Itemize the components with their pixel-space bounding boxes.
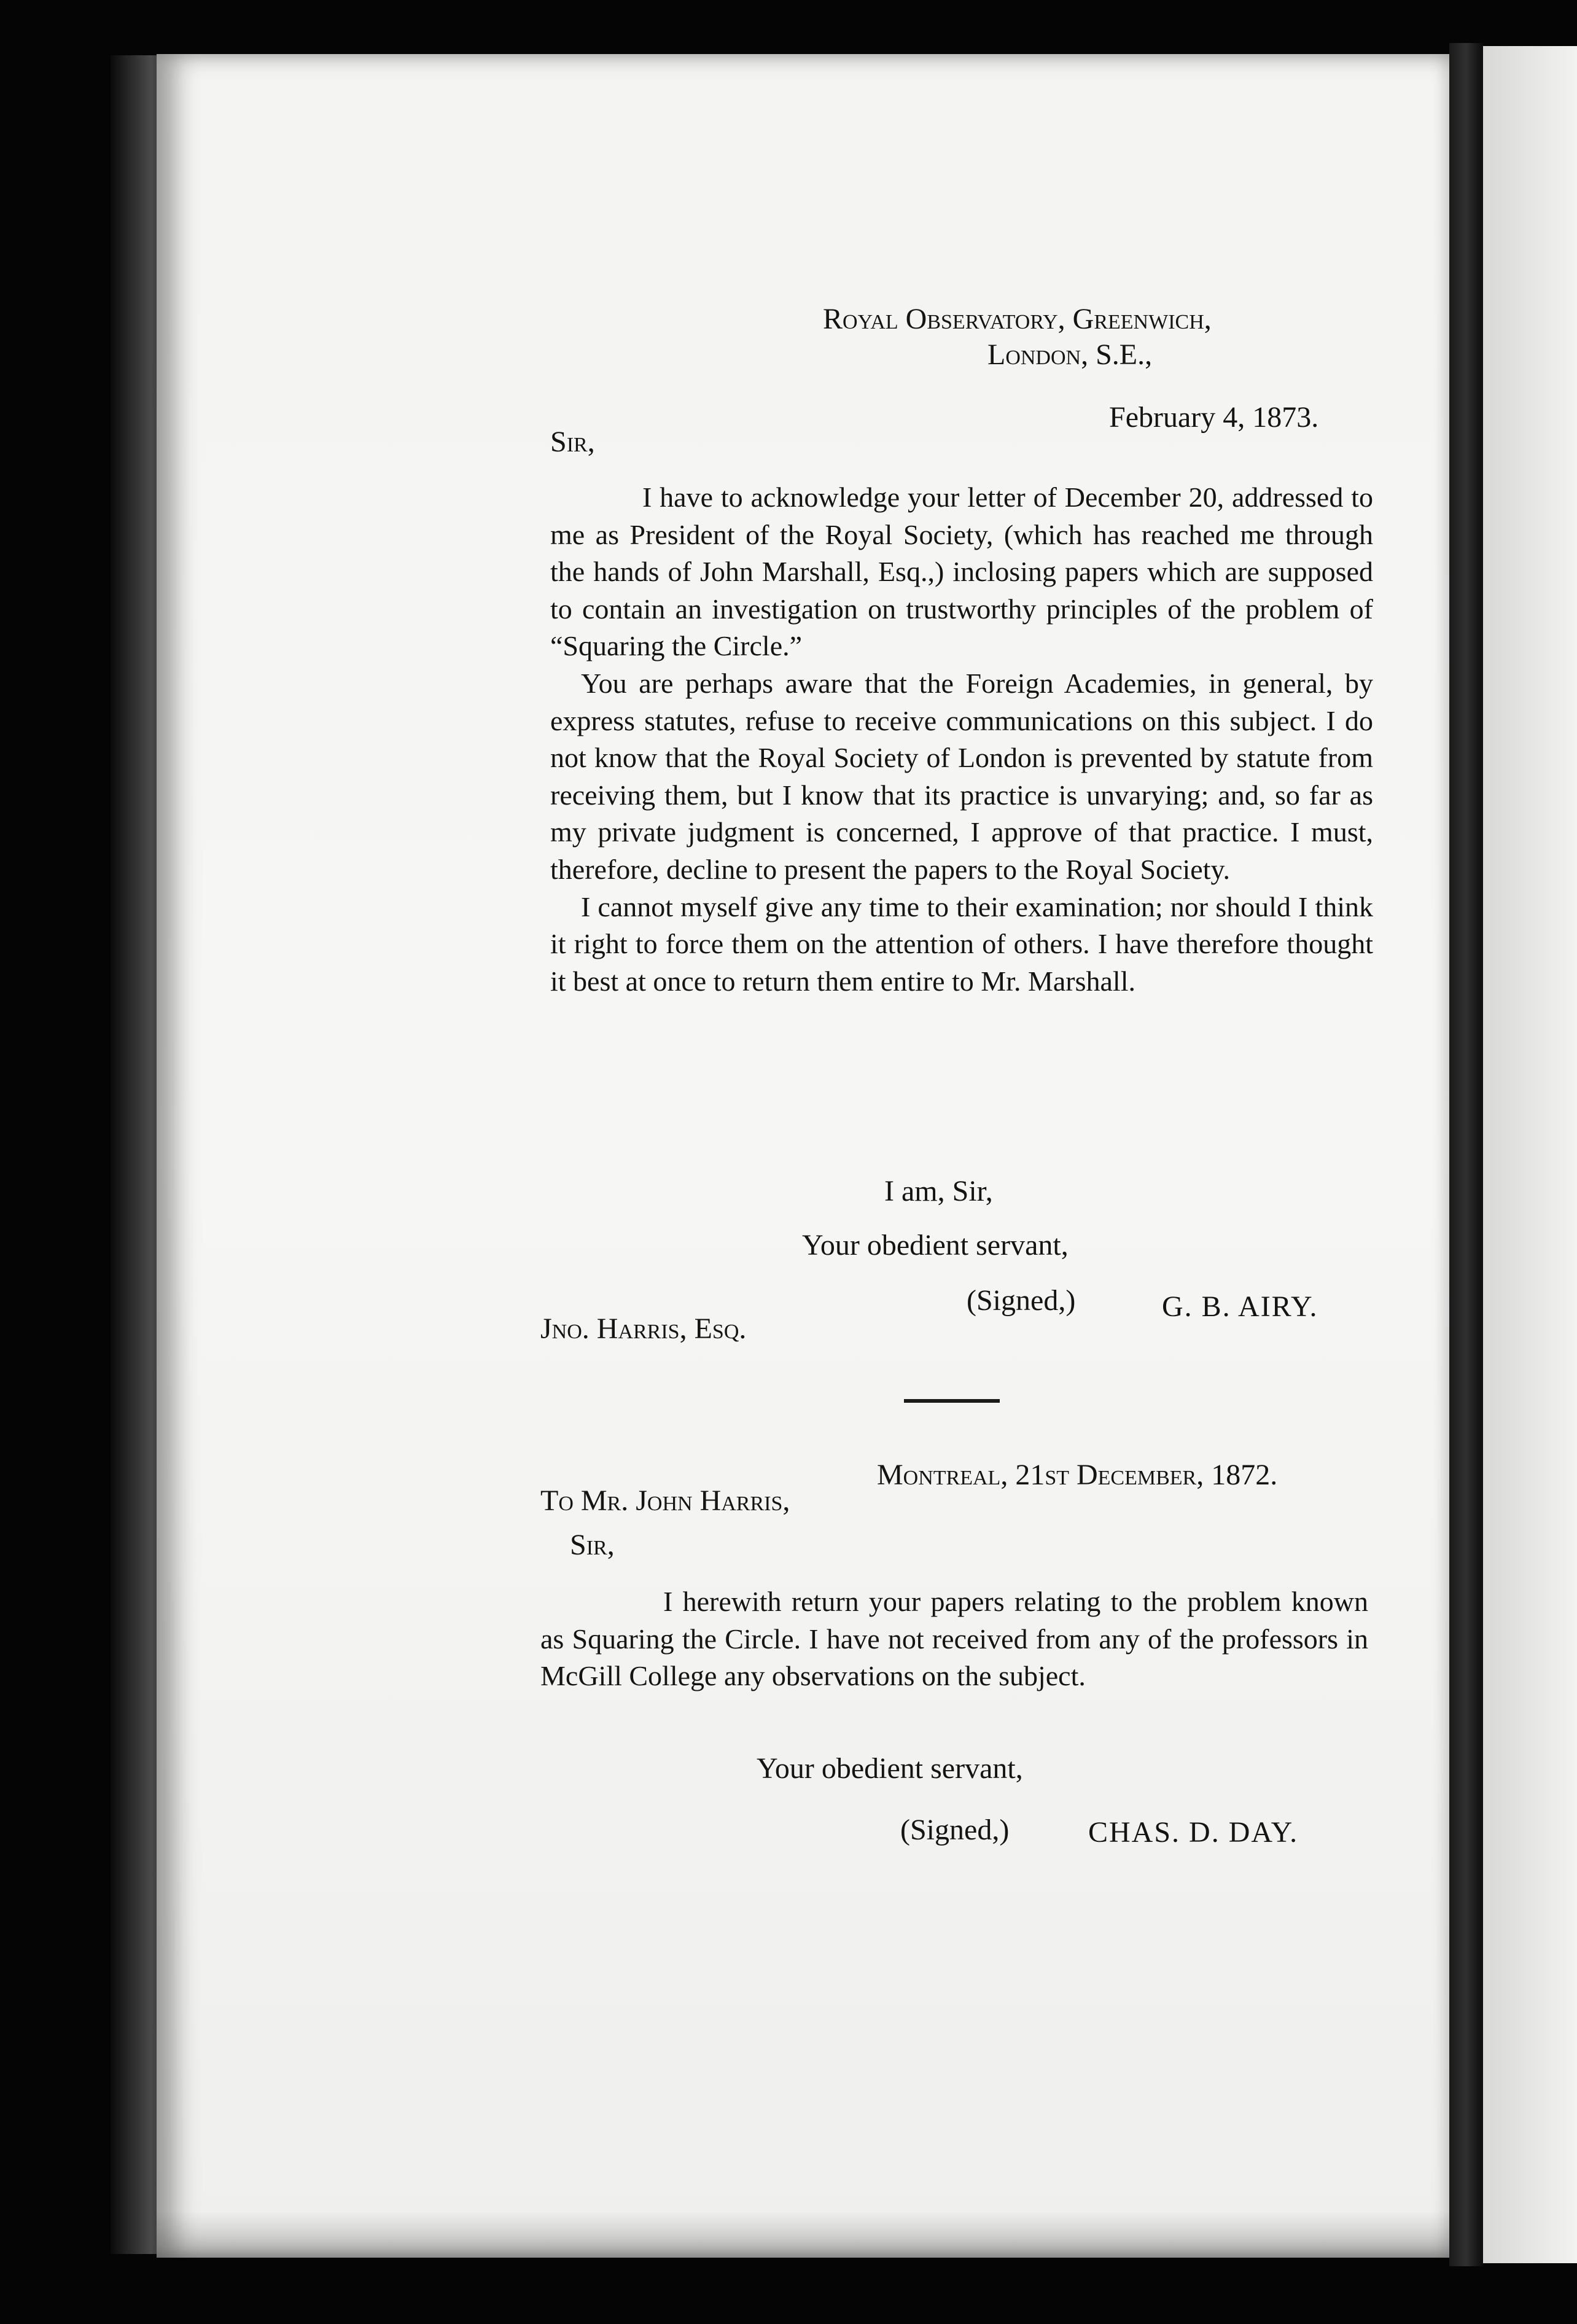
letter1-body — [550, 479, 1373, 1000]
letter1-date: February 4, 1873. — [1109, 401, 1319, 434]
letter1-signed: (Signed,) — [967, 1284, 1076, 1317]
letter2-signed: (Signed,) — [900, 1814, 1010, 1846]
letter1-closing-2: Your obedient servant, — [802, 1229, 1069, 1261]
page-bottom-shadow — [157, 2211, 1449, 2260]
page-sheet — [157, 54, 1449, 2258]
letter1-signature: G. B. AIRY. — [1162, 1290, 1318, 1323]
section-divider — [904, 1399, 1000, 1403]
letter1-address-line2: London, S.E., — [987, 338, 1153, 371]
letter1-paragraph-1: I have to acknowledge your letter of December 20, addressed to me as President of the Royal Society, (which has reached me through the hands of John Marshall, Esq.,) inclosing papers which are supposed to contain an investigation on trustworthy principles of the problem of “Squaring the Circle.” — [550, 482, 1373, 662]
page-gutter — [1449, 43, 1483, 2266]
letter2-salutation: Sir, — [570, 1529, 615, 1561]
letter2-signature: CHAS. D. DAY. — [1088, 1816, 1299, 1849]
adjacent-page-edge — [1483, 46, 1577, 2263]
letter2-body — [540, 1583, 1368, 1695]
letter2-addressee: To Mr. John Harris, — [540, 1484, 790, 1517]
letter1-paragraph-2: You are perhaps aware that the Foreign Academies, in general, by express statutes, refuse to receive communications on this subject. I do not know that the Royal Society of London is prevented by statute from receiving them, but I know that its practice is unvarying; and, so far as my private judgment is concerned, I approve of that practice. I must, therefore, decline to present the papers to the Royal Society. — [550, 667, 1373, 885]
letter1-paragraph-3: I cannot myself give any time to their examination; nor should I think it right to force them on the attention of others. I have therefore thought it best at once to return them entire to Mr. Marshall. — [550, 891, 1373, 997]
letter1-closing-1: I am, Sir, — [884, 1175, 993, 1207]
letter1-recipient: Jno. Harris, Esq. — [540, 1312, 747, 1345]
letter2-paragraph: I herewith return your papers relating to the problem known as Squaring the Circle. I have not received from any of the professors in McGill College any observations on the subject. — [540, 1586, 1368, 1692]
letter1-address-line1: Royal Observatory, Greenwich, — [823, 303, 1212, 335]
letter2-place-date: Montreal, 21st December, 1872. — [877, 1459, 1278, 1491]
letter1-salutation: Sir, — [550, 426, 595, 458]
letter2-closing: Your obedient servant, — [757, 1752, 1023, 1785]
